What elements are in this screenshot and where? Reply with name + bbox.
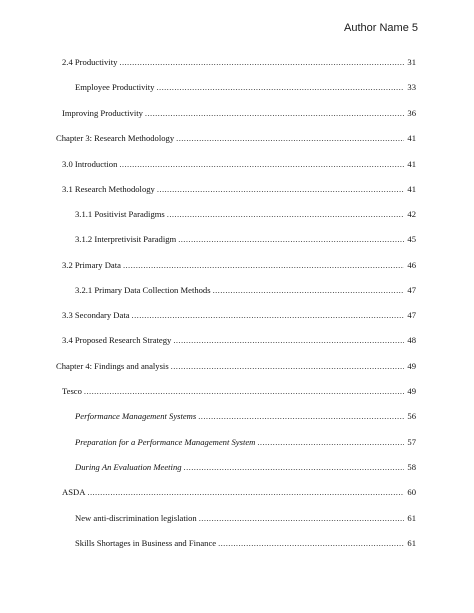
toc-entry-page: 42: [407, 209, 416, 219]
toc-entry[interactable]: [56, 359, 416, 373]
toc-entry[interactable]: [62, 333, 416, 347]
toc-entry[interactable]: [75, 207, 416, 221]
toc-entry[interactable]: [75, 460, 416, 474]
toc-entry-title: Skills Shortages in Business and Finance: [75, 538, 217, 548]
toc-entry-title: Improving Productivity: [62, 108, 143, 118]
toc-entry[interactable]: [75, 232, 416, 246]
toc-entry[interactable]: [75, 536, 416, 550]
toc-entry-title: 3.0 Introduction: [62, 159, 118, 169]
toc-entry-page: 33: [407, 82, 416, 92]
toc-leader: [84, 384, 404, 398]
toc-entry-page: 47: [407, 285, 416, 295]
toc-leader: [167, 207, 404, 221]
toc-leader: [178, 232, 404, 246]
toc-entry[interactable]: [75, 80, 416, 94]
toc-entry[interactable]: [56, 131, 416, 145]
toc-leader: [119, 157, 404, 171]
toc-entry[interactable]: [62, 182, 416, 196]
toc-entry[interactable]: [62, 157, 416, 171]
toc-entry-page: 61: [407, 513, 416, 523]
toc-entry-page: 36: [407, 108, 416, 118]
toc-entry-title: Chapter 3: Research Methodology: [56, 133, 175, 143]
toc-leader: [145, 106, 404, 120]
toc-entry-page: 41: [407, 159, 416, 169]
toc-entry-page: 45: [407, 234, 416, 244]
toc-entry-page: 61: [407, 538, 416, 548]
toc-entry-page: 60: [407, 487, 416, 497]
toc-entry-title: 3.1.1 Positivist Paradigms: [75, 209, 165, 219]
toc-entry-title: 3.3 Secondary Data: [62, 310, 130, 320]
toc-entry[interactable]: [62, 106, 416, 120]
toc-entry-title: Preparation for a Performance Management System: [75, 437, 256, 447]
toc-entry-title: 3.2 Primary Data: [62, 260, 121, 270]
toc-entry-page: 58: [407, 462, 416, 472]
toc-entry[interactable]: [62, 55, 416, 69]
toc-entry-title: 3.2.1 Primary Data Collection Methods: [75, 285, 211, 295]
toc-entry-title: ASDA: [62, 487, 86, 497]
toc-entry-title: Chapter 4: Findings and analysis: [56, 361, 169, 371]
toc-entry-page: 49: [407, 361, 416, 371]
toc-entry-page: 31: [407, 57, 416, 67]
toc-entry-title: Employee Productivity: [75, 82, 155, 92]
toc-leader: [156, 80, 404, 94]
toc-entry-page: 47: [407, 310, 416, 320]
toc-leader: [119, 55, 404, 69]
toc-entry-page: 48: [407, 335, 416, 345]
toc-entry-title: During An Evaluation Meeting: [75, 462, 182, 472]
toc-entry[interactable]: [75, 511, 416, 525]
toc-entry-title: 2.4 Productivity: [62, 57, 118, 67]
toc-leader: [157, 182, 404, 196]
toc-entry-title: New anti-discrimination legislation: [75, 513, 197, 523]
toc-leader: [87, 485, 404, 499]
toc-entry-page: 49: [407, 386, 416, 396]
toc-entry-title: Tesco: [62, 386, 82, 396]
toc-entry[interactable]: [75, 435, 416, 449]
toc-leader: [257, 435, 404, 449]
toc-leader: [213, 283, 404, 297]
toc-leader: [132, 308, 404, 322]
toc-entry[interactable]: [62, 258, 416, 272]
toc-entry-title: 3.4 Proposed Research Strategy: [62, 335, 172, 345]
toc-entry-page: 57: [407, 437, 416, 447]
toc-entry[interactable]: [62, 384, 416, 398]
toc-entry-title: 3.1.2 Interpretivisit Paradigm: [75, 234, 177, 244]
toc-entry-page: 56: [407, 411, 416, 421]
toc-entry-page: 46: [407, 260, 416, 270]
toc-entry[interactable]: [62, 485, 416, 499]
toc-entry-title: 3.1 Research Methodology: [62, 184, 155, 194]
toc-entry-page: 41: [407, 184, 416, 194]
toc-leader: [218, 536, 404, 550]
running-header: Author Name 5: [344, 22, 418, 34]
toc-leader: [173, 333, 404, 347]
toc-entry[interactable]: [62, 308, 416, 322]
toc-entry[interactable]: [75, 283, 416, 297]
toc-entry[interactable]: [75, 409, 416, 423]
toc-entry-page: 41: [407, 133, 416, 143]
toc-leader: [176, 131, 404, 145]
toc-leader: [123, 258, 404, 272]
toc-entry-title: Performance Management Systems: [75, 411, 197, 421]
toc-leader: [184, 460, 404, 474]
toc-leader: [198, 409, 404, 423]
toc-leader: [199, 511, 404, 525]
toc-leader: [171, 359, 404, 373]
